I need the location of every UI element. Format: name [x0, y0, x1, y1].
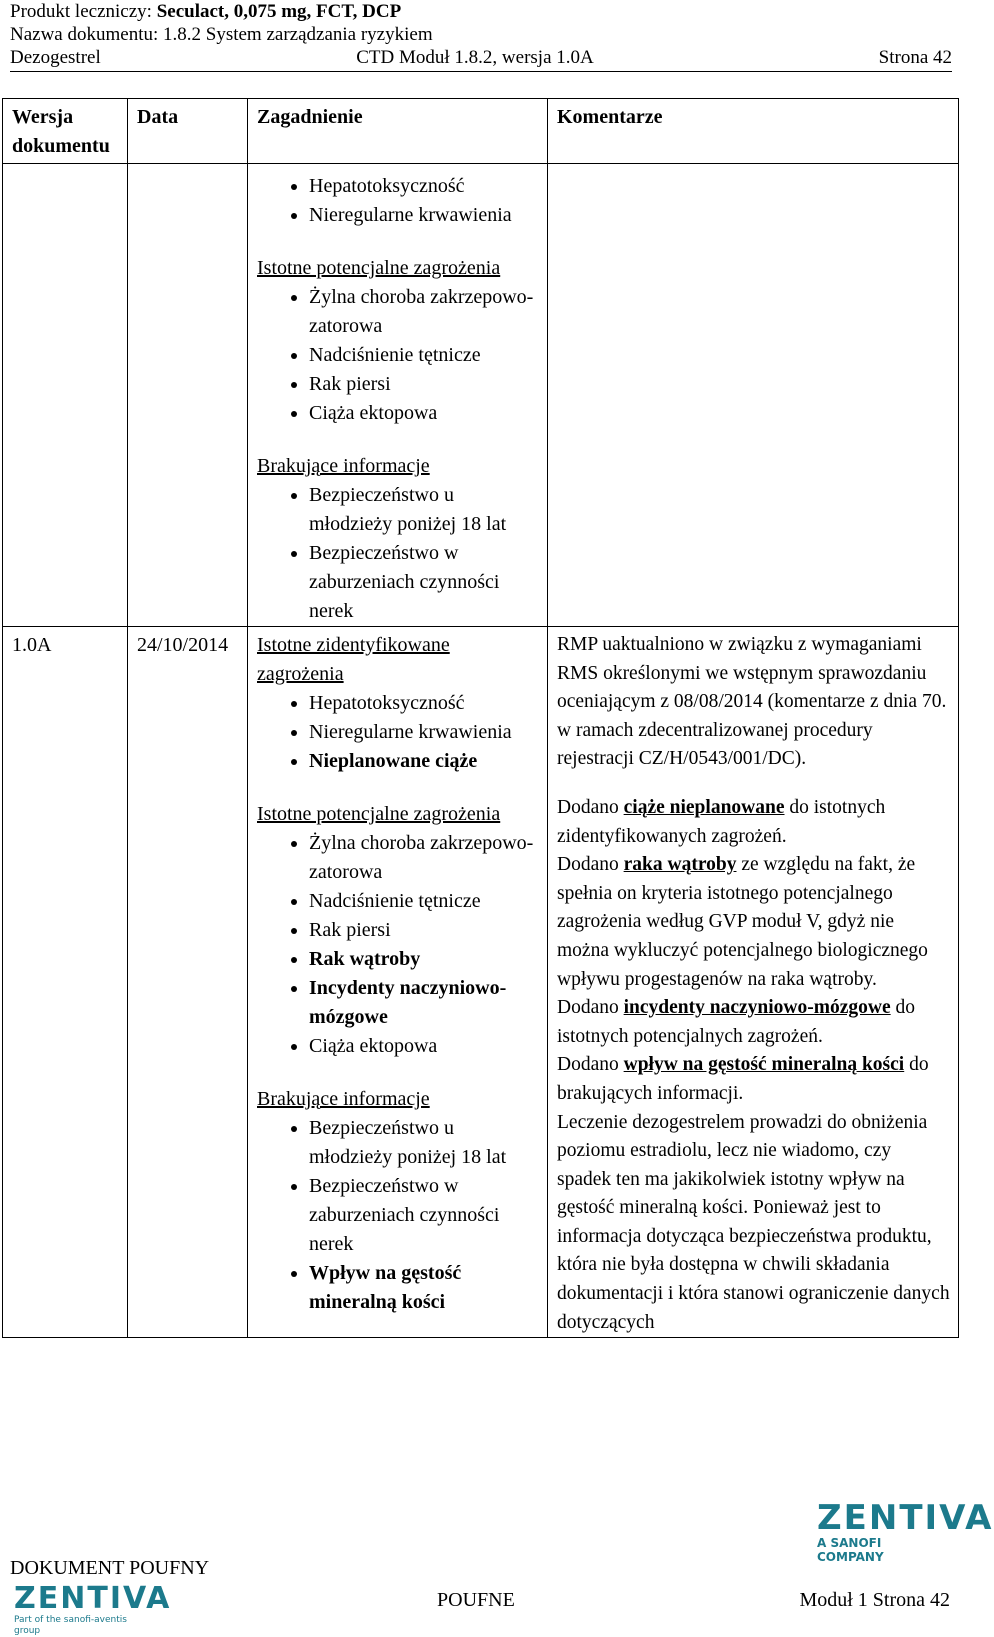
list-item: • Incydenty naczyniowo-mózgowe	[309, 974, 539, 1032]
missing-list	[257, 1114, 539, 1317]
header-document-name: Nazwa dokumentu: 1.8.2 System zarządzania ryzykiem	[10, 24, 433, 45]
header-page: Strona 42	[878, 47, 952, 68]
comment-paragraph: Leczenie dezogestrelem prowadzi do obniżenia poziomu estradiolu, lecz nie wiadomo, czy spadek ten ma jakikolwiek istotny wpływ na gęstość mineralną kości. Ponieważ jest to informacja dotycząca bezpieczeństwa produktu, która nie była dostępna w chwili składania dokumentacji i która stanowi ograniczenie danych dotyczących	[557, 1111, 950, 1333]
list-item: • Żylna choroba zakrzepowo-zatorowa	[309, 283, 539, 341]
confidential-label: DOKUMENT POUFNY	[10, 1557, 210, 1579]
zentiva-logo: ZENTIVA Part of the sanofi-aventis group	[14, 1581, 172, 1636]
comment-paragraph: Dodano raka wątroby ze względu na fakt, że spełnia on kryteria istotnego potencjalnego zagrożenia według GVP moduł V, gdyż nie można wykluczyć potencjalnego biologicznego wpływu progestagenów na raka wątroby.	[557, 854, 928, 990]
list-item: • Ciąża ektopowa	[309, 399, 539, 428]
identified-list	[257, 172, 539, 230]
zentiva-sanofi-logo: ZENTIVA A SANOFI COMPANY	[817, 1498, 994, 1564]
section-title: Istotne potencjalne zagrożenia	[257, 257, 501, 279]
footer-page-number: Moduł 1 Strona 42	[799, 1589, 950, 1611]
list-item: • Hepatotoksyczność	[309, 172, 539, 201]
list-item: • Bezpieczeństwo u młodzieży poniżej 18 lat	[309, 1114, 539, 1172]
table-row	[3, 627, 959, 1338]
confidential-footer: POUFNE	[437, 1589, 515, 1611]
header-date: Data	[128, 99, 248, 164]
header-module: CTD Moduł 1.8.2, wersja 1.0A	[356, 47, 594, 68]
version-history-table	[2, 98, 959, 1338]
topic-cell	[248, 164, 548, 627]
potential-list	[257, 283, 539, 428]
list-item: • Bezpieczeństwo u młodzieży poniżej 18 lat	[309, 481, 539, 539]
list-item: • Nieregularne krwawienia	[309, 201, 539, 230]
spacer	[557, 774, 950, 794]
version-cell: 1.0A	[3, 627, 128, 1338]
section-title: Brakujące informacje	[257, 455, 430, 477]
product-name: Seculact, 0,075 mg, FCT, DCP	[156, 1, 402, 22]
list-item: • Wpływ na gęstość mineralną kości	[309, 1259, 539, 1317]
section-title: Istotne zidentyfikowane zagrożenia	[257, 634, 450, 685]
comment-paragraph: Dodano incydenty naczyniowo-mózgowe do istotnych potencjalnych zagrożeń.	[557, 997, 916, 1047]
list-item: • Rak piersi	[309, 370, 539, 399]
table-row	[3, 164, 959, 627]
list-item: • Nadciśnienie tętnicze	[309, 887, 539, 916]
header-divider	[10, 71, 952, 72]
list-item: • Nadciśnienie tętnicze	[309, 341, 539, 370]
header-comments: Komentarze	[548, 99, 959, 164]
table-header-row	[3, 99, 959, 164]
comment-paragraph: Dodano wpływ na gęstość mineralną kości do brakujących informacji.	[557, 1054, 929, 1104]
header-topic: Zagadnienie	[248, 99, 548, 164]
comments-cell	[548, 164, 959, 627]
topic-cell	[248, 627, 548, 1338]
list-item: • Nieregularne krwawienia	[309, 718, 539, 747]
header-meta-line	[10, 46, 952, 70]
list-item: • Rak wątroby	[309, 945, 539, 974]
potential-list	[257, 829, 539, 1061]
list-item: • Bezpieczeństwo w zaburzeniach czynności nerek	[309, 539, 539, 626]
comments-cell	[548, 627, 959, 1338]
identified-list	[257, 689, 539, 776]
date-cell: 24/10/2014	[128, 627, 248, 1338]
date-cell	[128, 164, 248, 627]
list-item: • Nieplanowane ciąże	[309, 747, 539, 776]
list-item: • Bezpieczeństwo w zaburzeniach czynności nerek	[309, 1172, 539, 1259]
comment-paragraph: RMP uaktualniono w związku z wymaganiami RMS określonymi we wstępnym sprawozdaniu oceniającym z 08/08/2014 (komentarze z dnia 70. w ramach zdecentralizowanej procedury rejestracji CZ/H/0543/001/DC).	[557, 634, 947, 770]
list-item: • Rak piersi	[309, 916, 539, 945]
header-version: Wersja dokumentu	[3, 99, 128, 164]
missing-list	[257, 481, 539, 626]
list-item: • Hepatotoksyczność	[309, 689, 539, 718]
header-product-line: Produkt leczniczy: Seculact, 0,075 mg, FCT, DCP	[10, 1, 402, 22]
version-cell	[3, 164, 128, 627]
comment-paragraph: Dodano ciąże nieplanowane do istotnych zidentyfikowanych zagrożeń.	[557, 796, 886, 847]
list-item: • Ciąża ektopowa	[309, 1032, 539, 1061]
section-title: Istotne potencjalne zagrożenia	[257, 803, 501, 825]
section-title: Brakujące informacje	[257, 1088, 430, 1110]
list-item: • Żylna choroba zakrzepowo-zatorowa	[309, 829, 539, 887]
header-substance: Dezogestrel	[10, 47, 101, 68]
